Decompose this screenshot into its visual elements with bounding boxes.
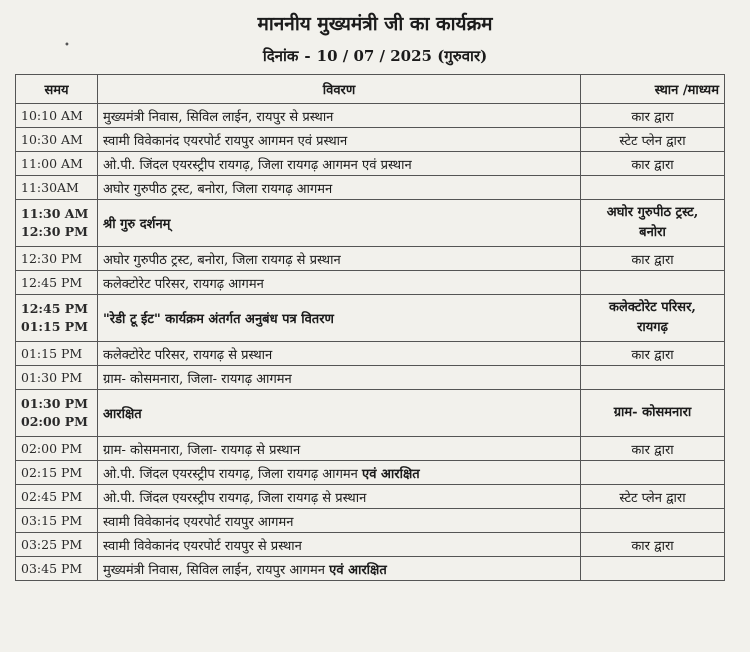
- table-row: [16, 366, 725, 390]
- row-description: अघोर गुरुपीठ ट्रस्ट, बनोरा, जिला रायगढ़ से प्रस्थान: [98, 247, 581, 271]
- table-header-row: [16, 75, 725, 104]
- row-time-range: [16, 390, 98, 437]
- scan-speck: •: [64, 40, 70, 51]
- row-time-end: 12:30 PM: [21, 224, 88, 239]
- row-time: 01:15 PM: [16, 342, 98, 366]
- row-description: [98, 557, 581, 581]
- table-row: [16, 176, 725, 200]
- row-place: [581, 176, 725, 200]
- row-time: 10:30 AM: [16, 128, 98, 152]
- header-time: समय: [16, 75, 98, 104]
- row-description: स्वामी विवेकानंद एयरपोर्ट रायपुर आगमन एवं प्रस्थान: [98, 128, 581, 152]
- table-row: [16, 533, 725, 557]
- row-description-emphasis: एवं आरक्षित: [329, 562, 387, 578]
- row-description: ओ.पी. जिंदल एयरस्ट्रीप रायगढ़, जिला रायगढ़ आगमन एवं प्रस्थान: [98, 152, 581, 176]
- table-row-event: [16, 200, 725, 247]
- row-time: 12:30 PM: [16, 247, 98, 271]
- row-place-line-2: बनोरा: [639, 225, 666, 240]
- row-description: ग्राम- कोसमनारा, जिला- रायगढ़ आगमन: [98, 366, 581, 390]
- table-row: [16, 485, 725, 509]
- header-description: विवरण: [98, 75, 581, 104]
- row-time: 12:45 PM: [16, 271, 98, 295]
- row-time: 11:30AM: [16, 176, 98, 200]
- date-value: 10 / 07 / 2025 (गुरुवार): [316, 47, 488, 65]
- row-time: 01:30 PM: [16, 366, 98, 390]
- row-place: कार द्वारा: [581, 247, 725, 271]
- row-time: 11:00 AM: [16, 152, 98, 176]
- row-time: 10:10 AM: [16, 104, 98, 128]
- row-time-range: [16, 295, 98, 342]
- row-place: कार द्वारा: [581, 152, 725, 176]
- row-description: ओ.पी. जिंदल एयरस्ट्रीप रायगढ़, जिला रायगढ़ से प्रस्थान: [98, 485, 581, 509]
- row-time-start: 01:30 PM: [21, 396, 88, 411]
- row-description-main: ओ.पी. जिंदल एयरस्ट्रीप रायगढ़, जिला रायगढ़ आगमन: [103, 466, 358, 482]
- row-place: कार द्वारा: [581, 437, 725, 461]
- row-place: [581, 295, 725, 342]
- row-time: 03:45 PM: [16, 557, 98, 581]
- row-place: [581, 461, 725, 485]
- table-row: [16, 342, 725, 366]
- table-row: [16, 271, 725, 295]
- row-place: [581, 557, 725, 581]
- row-time-start: 11:30 AM: [21, 206, 89, 221]
- row-description-emphasis: एवं आरक्षित: [362, 466, 420, 482]
- table-row-event: [16, 295, 725, 342]
- row-place: कार द्वारा: [581, 533, 725, 557]
- row-place: स्टेट प्लेन द्वारा: [581, 128, 725, 152]
- table-row: [16, 557, 725, 581]
- page-title: माननीय मुख्यमंत्री जी का कार्यक्रम: [257, 13, 493, 35]
- row-description: ग्राम- कोसमनारा, जिला- रायगढ़ से प्रस्थान: [98, 437, 581, 461]
- row-description: कलेक्टोरेट परिसर, रायगढ़ आगमन: [98, 271, 581, 295]
- row-description: अघोर गुरुपीठ ट्रस्ट, बनोरा, जिला रायगढ़ आगमन: [98, 176, 581, 200]
- row-description-main: मुख्यमंत्री निवास, सिविल लाईन, रायपुर आगमन: [103, 562, 325, 578]
- date-separator: -: [304, 47, 311, 65]
- table-row: [16, 509, 725, 533]
- row-place: कार द्वारा: [581, 104, 725, 128]
- row-time: 02:00 PM: [16, 437, 98, 461]
- date-line: [0, 46, 750, 66]
- row-time-end: 01:15 PM: [21, 319, 88, 334]
- row-description: "रेडी टू ईट" कार्यक्रम अंतर्गत अनुबंध पत्र वितरण: [98, 295, 581, 342]
- row-place: [581, 366, 725, 390]
- row-place: [581, 509, 725, 533]
- schedule-table: [15, 74, 725, 581]
- row-time-end: 02:00 PM: [21, 414, 88, 429]
- row-description: [98, 461, 581, 485]
- date-label: दिनांक: [262, 47, 299, 65]
- row-description: स्वामी विवेकानंद एयरपोर्ट रायपुर से प्रस्थान: [98, 533, 581, 557]
- row-time: 02:45 PM: [16, 485, 98, 509]
- row-place: [581, 200, 725, 247]
- table-row: [16, 437, 725, 461]
- row-description: कलेक्टोरेट परिसर, रायगढ़ से प्रस्थान: [98, 342, 581, 366]
- table-row: [16, 247, 725, 271]
- row-time-range: [16, 200, 98, 247]
- row-place: [581, 271, 725, 295]
- table-row: [16, 128, 725, 152]
- row-time: 02:15 PM: [16, 461, 98, 485]
- row-place-line-1: ग्राम- कोसमनारा: [613, 405, 692, 420]
- row-place-line-1: कलेक्टोरेट परिसर,: [609, 300, 696, 315]
- row-time-start: 12:45 PM: [21, 301, 88, 316]
- row-time: 03:25 PM: [16, 533, 98, 557]
- row-place: [581, 390, 725, 437]
- row-description: श्री गुरु दर्शनम्: [98, 200, 581, 247]
- table-row-event: [16, 390, 725, 437]
- row-time: 03:15 PM: [16, 509, 98, 533]
- table-row: [16, 152, 725, 176]
- row-place: स्टेट प्लेन द्वारा: [581, 485, 725, 509]
- row-description: स्वामी विवेकानंद एयरपोर्ट रायपुर आगमन: [98, 509, 581, 533]
- row-description: मुख्यमंत्री निवास, सिविल लाईन, रायपुर से प्रस्थान: [98, 104, 581, 128]
- row-place: कार द्वारा: [581, 342, 725, 366]
- header-place: स्थान /माध्यम: [581, 75, 725, 104]
- row-place-line-2: रायगढ़: [637, 320, 668, 335]
- table-row: [16, 461, 725, 485]
- table-row: [16, 104, 725, 128]
- row-description: आरक्षित: [98, 390, 581, 437]
- row-place-line-1: अघोर गुरुपीठ ट्रस्ट,: [606, 205, 699, 220]
